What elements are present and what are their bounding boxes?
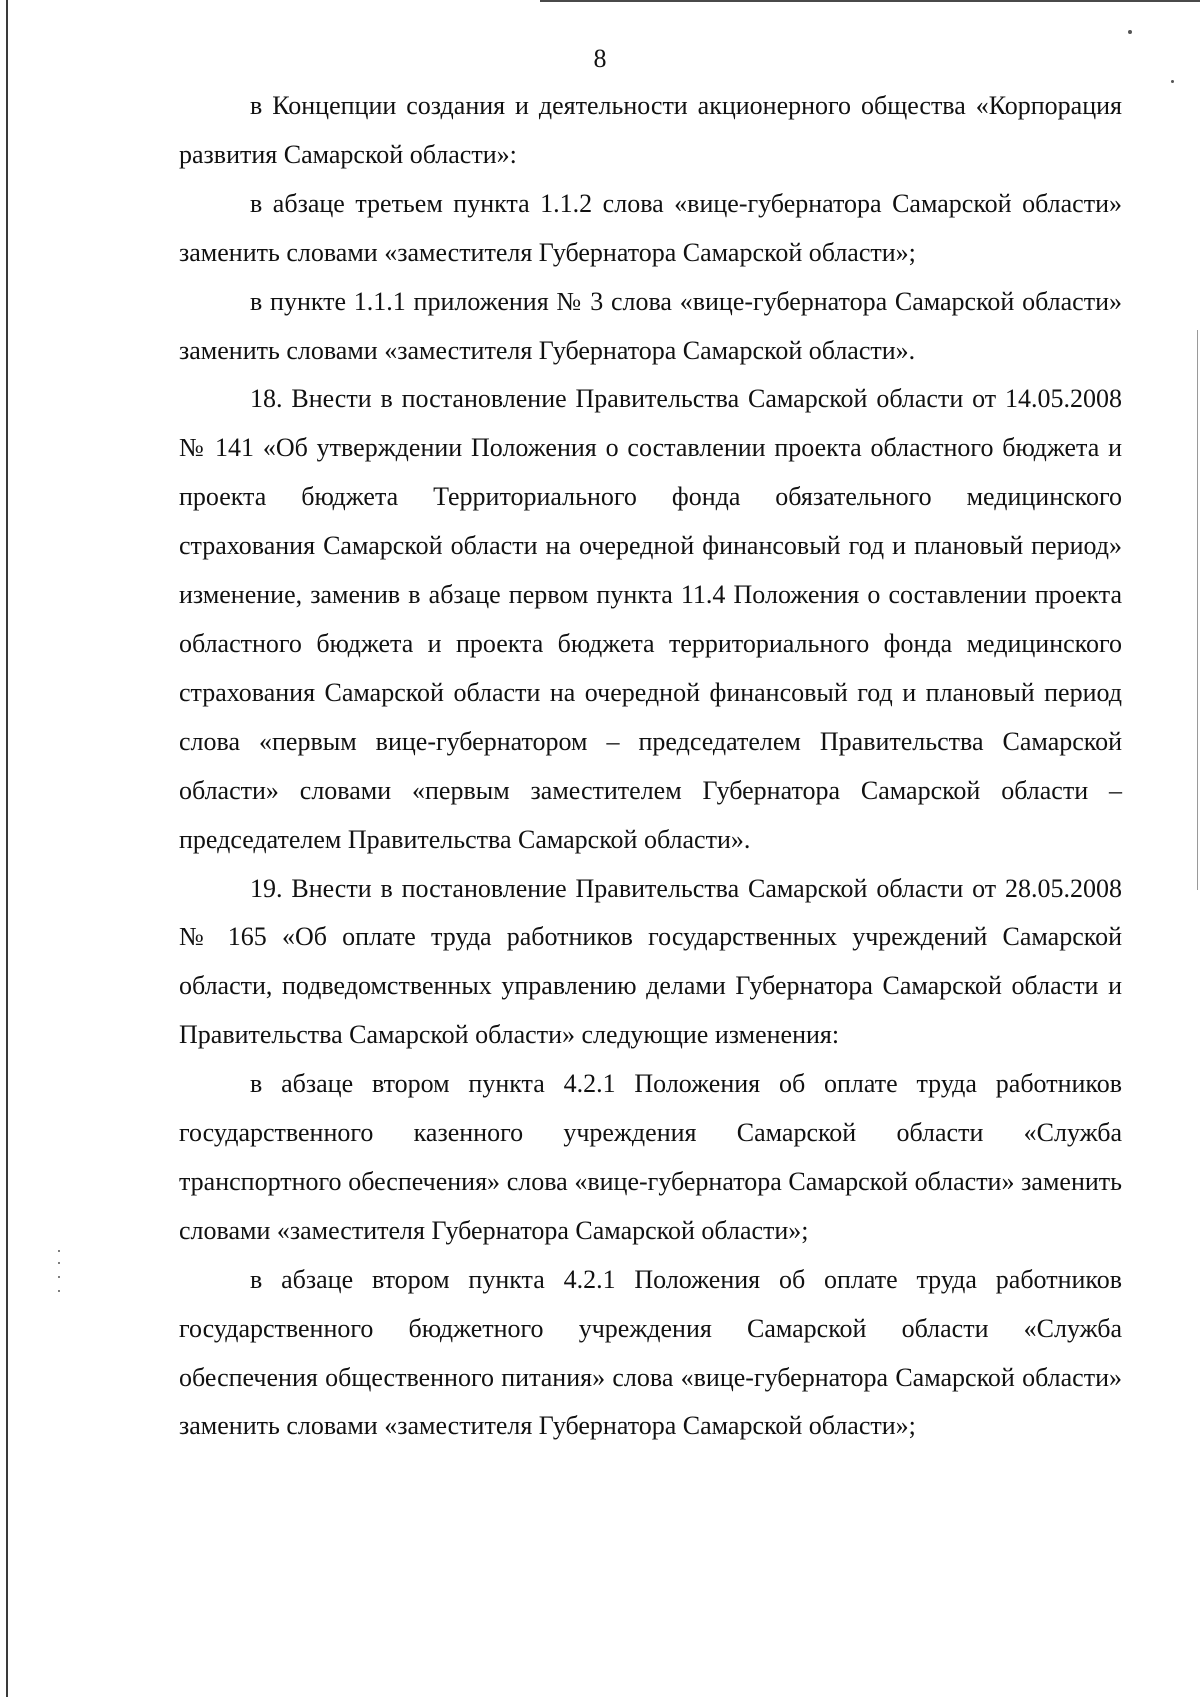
paragraph: в абзаце втором пункта 4.2.1 Положения об оплате труда работников государственного казенного учреждения Самарской области «Служба транспортного обеспечения» слова «вице-губернатора Самарской области» заменить словами «заместителя Губернатора Самарской области»;	[179, 1069, 1122, 1245]
paragraph: 18. Внести в постановление Правительства Самарской области от 14.05.2008 № 141 «Об утверждении Положения о составлении проекта областного бюджета и проекта бюджета Территориального фонда обязательного медицинского страхования Самарской области на очередной финансовый год и плановый период» изменение, заменив в абзаце первом пункта 11.4 Положения о составлении проекта областного бюджета и проекта бюджета территориального фонда медицинского страхования Самарской области на очередной финансовый год и плановый период слова «первым вице-губернатором – председателем Правительства Самарской области» словами «первым заместителем Губернатора Самарской области – председателем Правительства Самарской области».	[179, 384, 1122, 854]
scan-speck	[1128, 30, 1132, 34]
paragraph: в абзаце втором пункта 4.2.1 Положения об оплате труда работников государственного бюджетного учреждения Самарской области «Служба обеспечения общественного питания» слова «вице-губернатора Самарской области» заменить словами «заместителя Губернатора Самарской области»;	[179, 1264, 1122, 1441]
paragraph: 19. Внести в постановление Правительства Самарской области от 28.05.2008 № 165 «Об оплате труда работников государственных учреждений Самарской области, подведомственных управлению делами Губернатора Самарской области и Правительства Самарской области» следующие изменения:	[179, 873, 1122, 1050]
paragraph: в пункте 1.1.1 приложения № 3 слова «вице-губернатора Самарской области» заменить словами «заместителя Губернатора Самарской области».	[179, 286, 1122, 365]
scan-speck	[58, 1262, 60, 1264]
scan-speck	[58, 1290, 60, 1292]
page-number: 8	[593, 44, 607, 73]
scan-edge-right	[1197, 330, 1198, 890]
scan-edge-left	[6, 0, 8, 1697]
paragraph: в Концепции создания и деятельности акционерного общества «Корпорация развития Самарской области»:	[179, 91, 1122, 169]
paragraph: в абзаце третьем пункта 1.1.2 слова «вице-губернатора Самарской области» заменить словами «заместителя Губернатора Самарской области»;	[179, 188, 1122, 267]
document-body	[179, 82, 1122, 1451]
scan-speck	[58, 1276, 60, 1278]
scan-edge-top	[540, 0, 1200, 2]
scan-speck	[1171, 80, 1174, 83]
scan-speck	[58, 1250, 60, 1252]
